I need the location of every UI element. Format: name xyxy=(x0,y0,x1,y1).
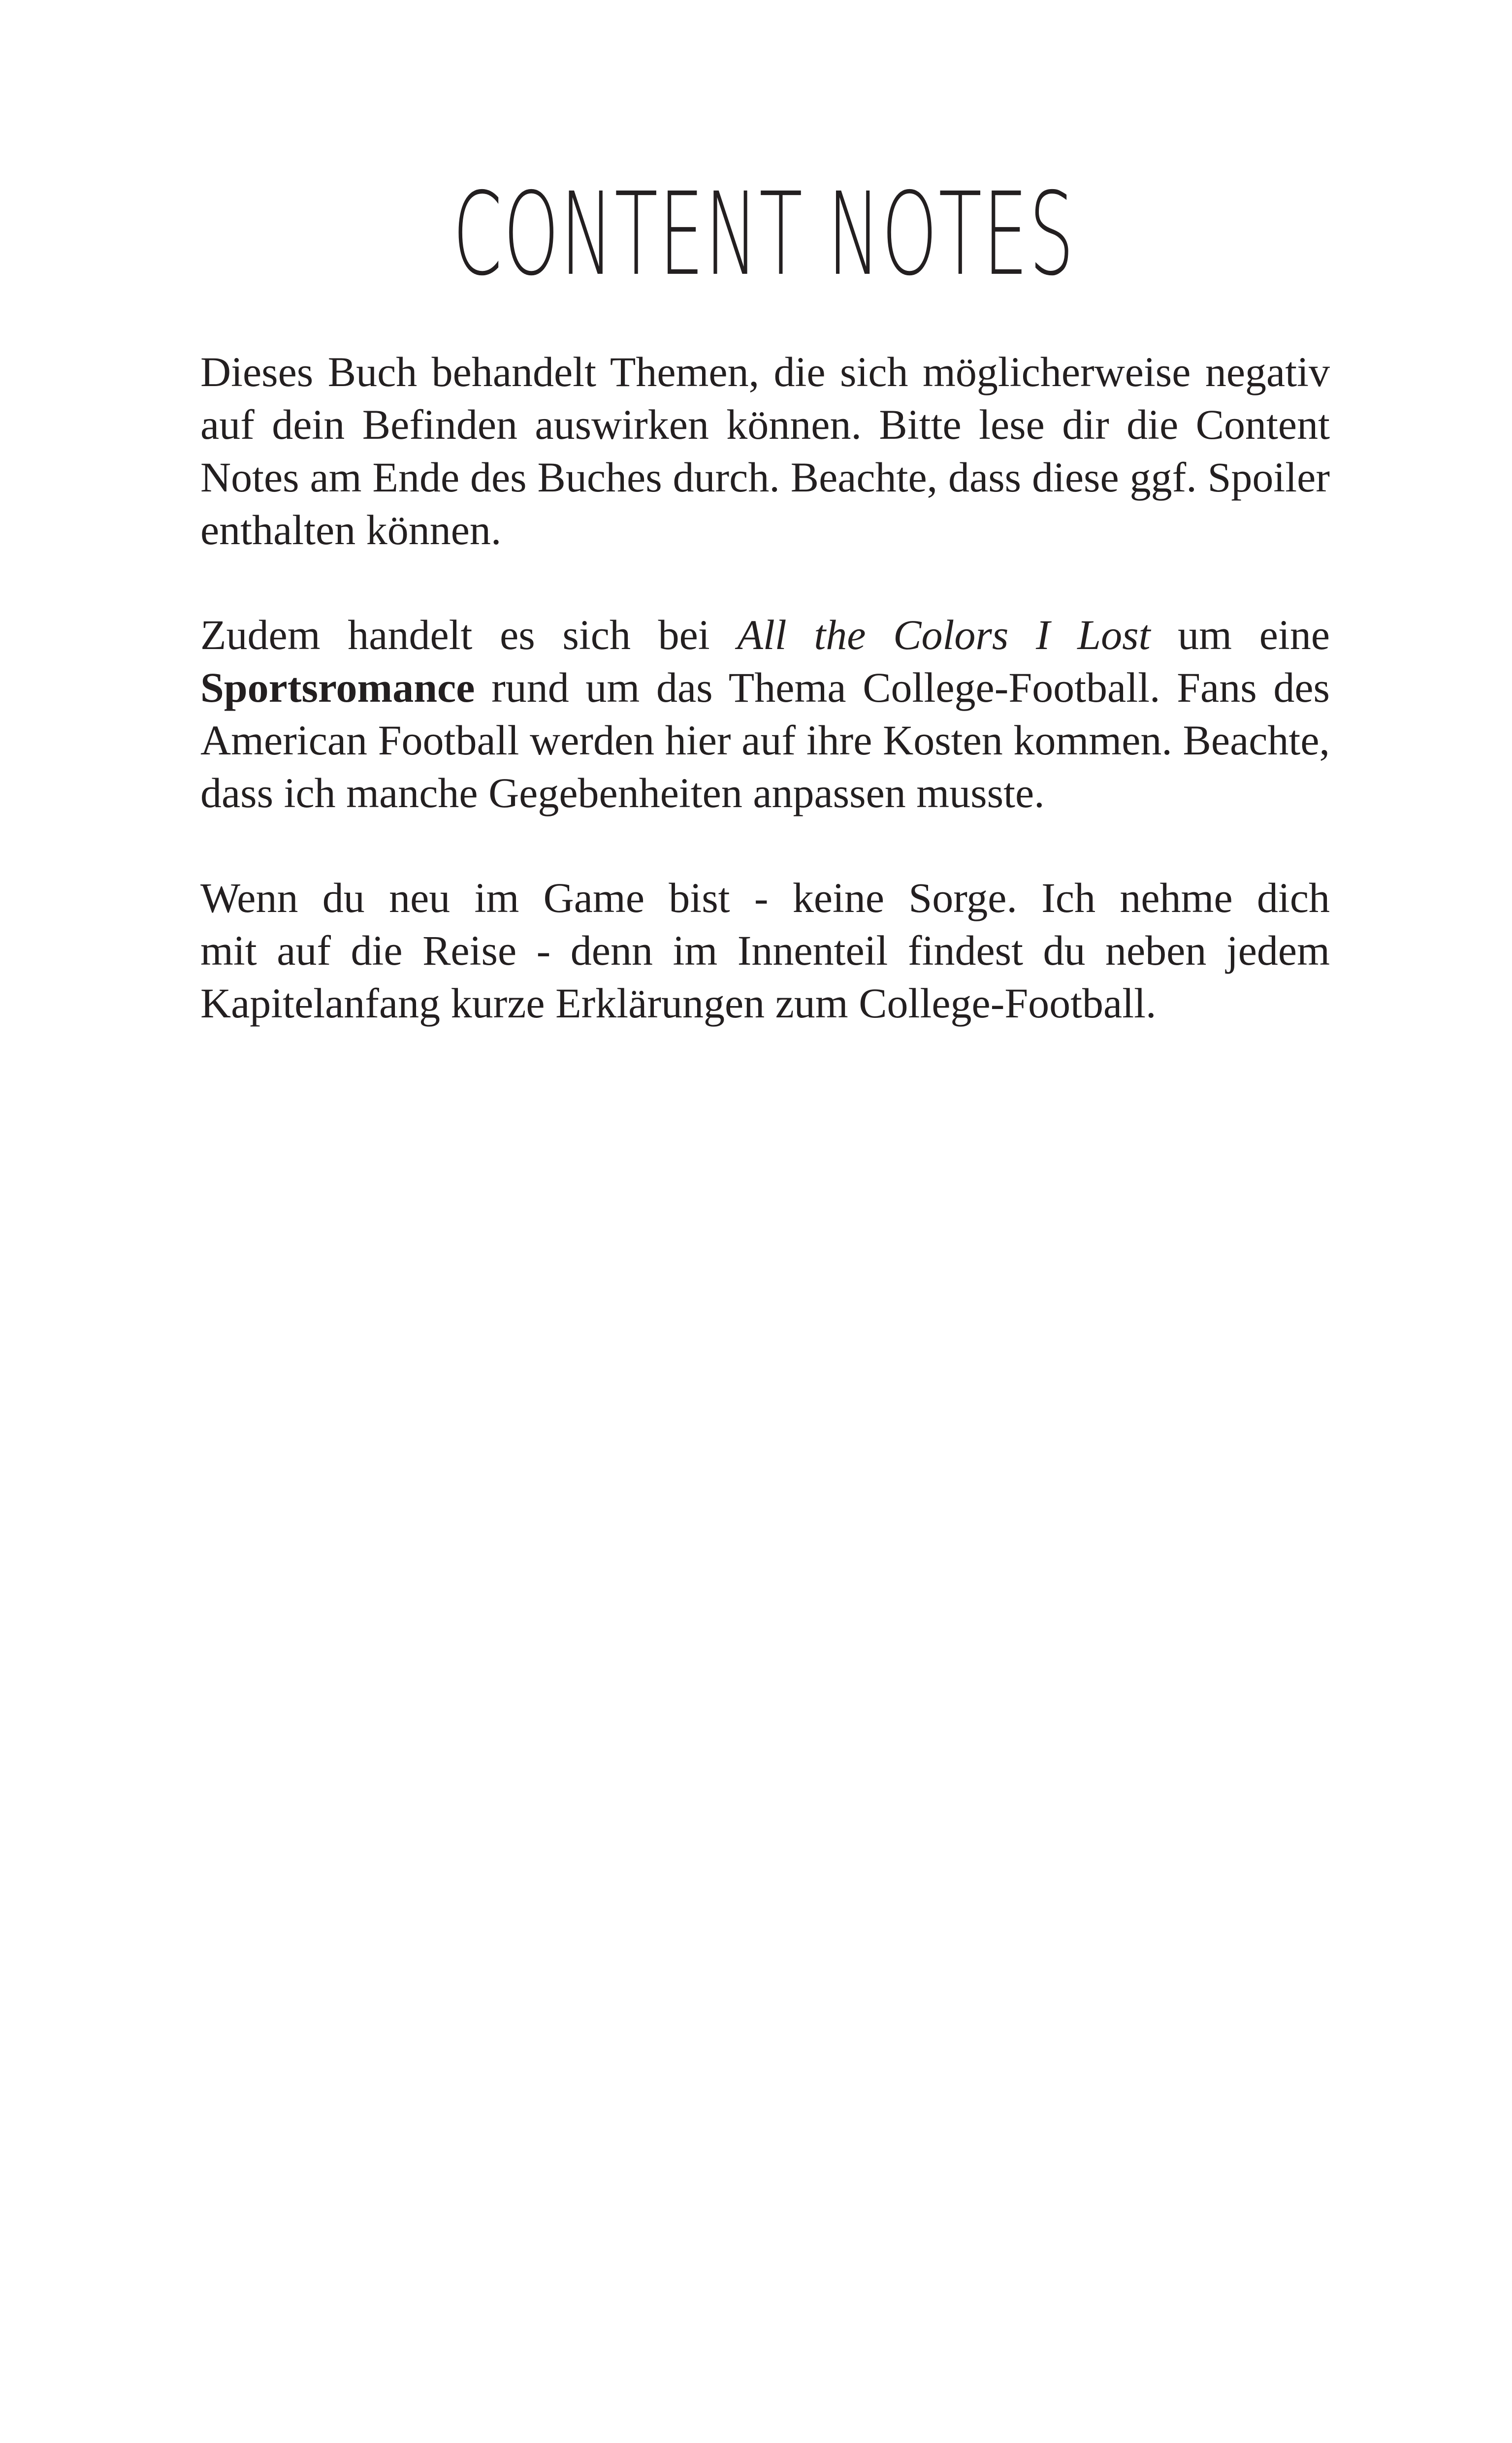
text-line xyxy=(200,661,1330,714)
text-line: American Football werden hier auf ihre Kosten kommen. Beachte, xyxy=(200,717,1330,764)
paragraph-genre xyxy=(200,609,1330,819)
text-line: Kapitelanfang kurze Erklärungen zum College-Football. xyxy=(200,979,1157,1027)
text-segment: um eine xyxy=(1150,611,1330,658)
paragraph-content-warning xyxy=(200,346,1330,556)
book-title: All the Colors I Lost xyxy=(737,611,1151,658)
content-notes-body xyxy=(200,346,1330,1030)
text-line: Notes am Ende des Buches durch. Beachte, dass diese ggf. Spoiler xyxy=(200,454,1330,501)
page-title: CONTENT NOTES xyxy=(452,168,1075,301)
text-line: auf dein Befinden auswirken können. Bitte lese dir die Content xyxy=(200,401,1330,448)
text-segment: rund um das Thema College-Football. Fans des xyxy=(475,664,1330,711)
genre-label: Sportsromance xyxy=(200,664,475,711)
text-line: enthalten können. xyxy=(200,506,502,554)
text-line: Dieses Buch behandelt Themen, die sich möglicherweise negativ xyxy=(200,348,1330,395)
text-line xyxy=(200,609,1330,661)
text-segment: Zudem handelt es sich bei xyxy=(200,611,738,658)
text-line: Wenn du neu im Game bist - keine Sorge. Ich nehme dich xyxy=(200,874,1330,921)
paragraph-newcomers xyxy=(200,872,1330,1030)
text-line: mit auf die Reise - denn im Innenteil findest du neben jedem xyxy=(200,927,1330,974)
text-line: dass ich manche Gegebenheiten anpassen musste. xyxy=(200,769,1045,816)
